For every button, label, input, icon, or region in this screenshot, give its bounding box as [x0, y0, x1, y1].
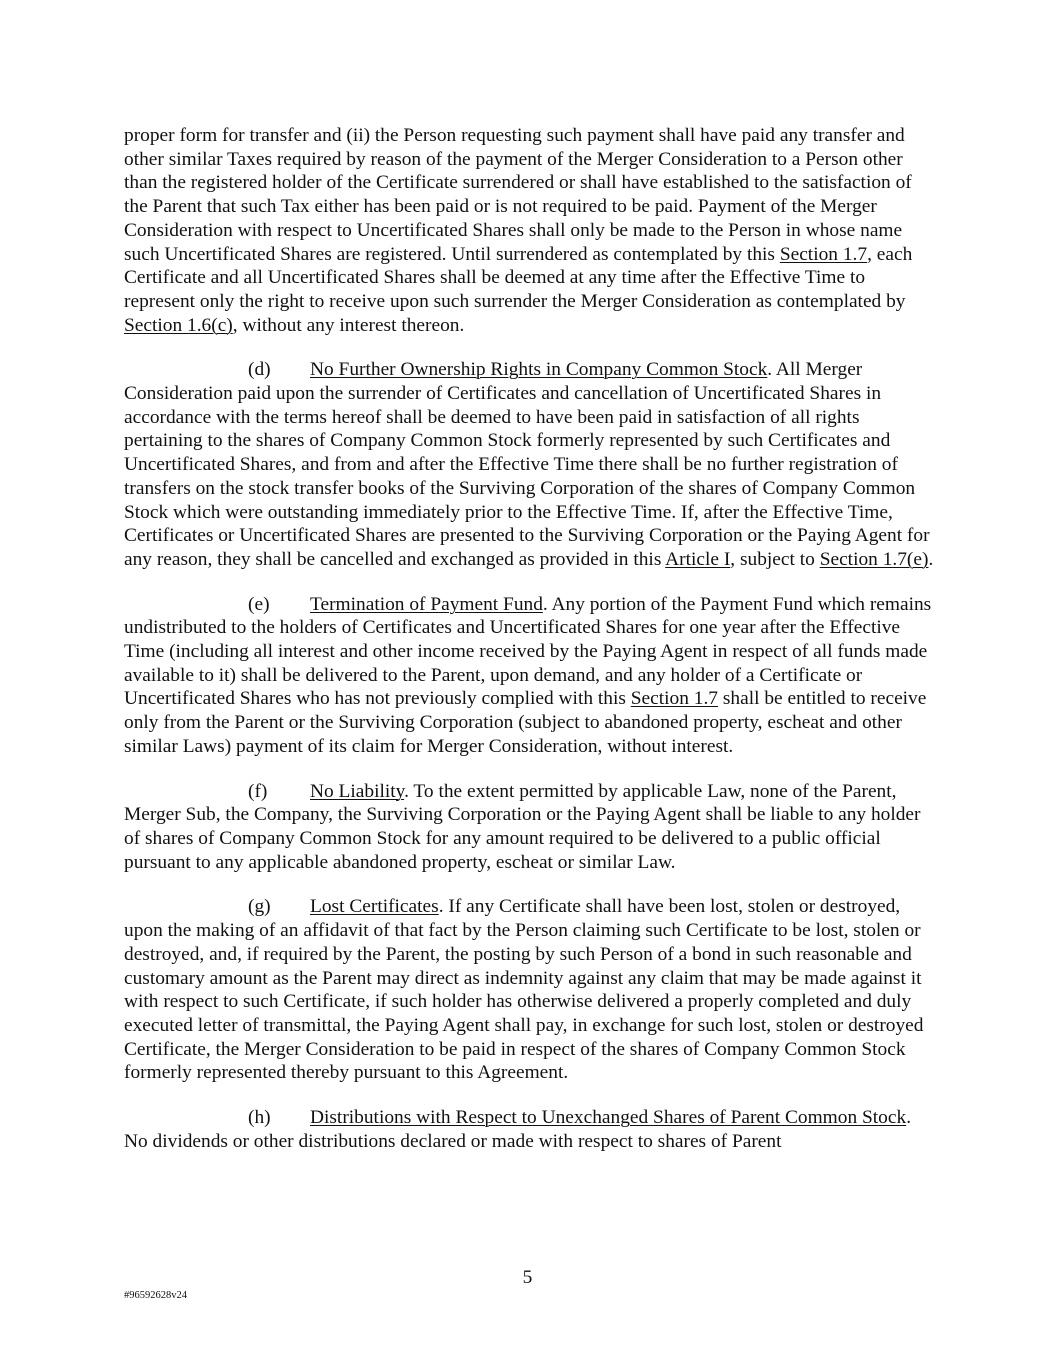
cross-reference: Section 1.7: [630, 688, 718, 710]
section-heading: No Liability: [310, 780, 405, 802]
paragraph-text: , each Certificate and all Uncertificated Shares shall be deemed at any time after the Effective Time to represent only the right to receive upon such surrender the Merger Consideration as contemplated by: [124, 243, 913, 312]
section-d: [124, 358, 934, 571]
cross-reference: Section 1.6(c): [124, 314, 233, 336]
section-heading: Termination of Payment Fund: [310, 593, 543, 615]
document-id: #96592628v24: [124, 1290, 187, 1301]
cross-reference: Section 1.7: [779, 243, 868, 265]
section-label: (h): [248, 1107, 271, 1129]
section-heading: No Further Ownership Rights in Company Common Stock: [310, 359, 768, 381]
section-heading: Lost Certificates: [310, 896, 439, 918]
cross-reference: Article I: [665, 548, 731, 570]
paragraph-text: proper form for transfer and (ii) the Person requesting such payment shall have paid any transfer and other similar Taxes required by reason of the payment of the Merger Consideration to a Person other than the registered holder of the Certificate surrendered or shall have established to the satisfaction of the Parent that such Tax either has been paid or is not required to be paid. Payment of the Merger Consideration with respect to Uncertificated Shares shall only be made to the Person in whose name such Uncertificated Shares are registered. Until surrendered as contemplated by this: [124, 125, 912, 265]
paragraph-text: , without any interest thereon.: [232, 314, 465, 336]
section-f: [124, 780, 934, 875]
paragraph-text: , subject to: [730, 548, 820, 570]
paragraph-text: . To the extent permitted by applicable Law, none of the Parent, Merger Sub, the Company, the Surviving Corporation or the Paying Agent shall be liable to any holder of shares of Company Common Stock for any amount required to be delivered to a public official pursuant to any applicable abandoned property, escheat or similar Law.: [124, 780, 921, 873]
paragraph-text: . If any Certificate shall have been lost, stolen or destroyed, upon the making of an affidavit of that fact by the Person claiming such Certificate to be lost, stolen or destroyed, and, if required by the Parent, the posting by such Person of a bond in such reasonable and customary amount as the Parent may direct as indemnity against any claim that may be made against it with respect to such Certificate, if such holder has otherwise delivered a properly completed and duly executed letter of transmittal, the Paying Agent shall pay, in exchange for such lost, stolen or destroyed Certificate, the Merger Consideration to be paid in respect of the shares of Company Common Stock formerly represented thereby pursuant to this Agreement.: [124, 896, 924, 1084]
page-number: 5: [522, 1267, 533, 1288]
section-label: (f): [248, 780, 268, 802]
continuation-paragraph: [124, 124, 934, 337]
section-g: [124, 895, 934, 1085]
section-label: (e): [248, 593, 270, 615]
paragraph-text: .: [928, 548, 934, 570]
section-e: [124, 593, 934, 759]
section-label: (g): [248, 896, 271, 918]
section-heading: Distributions with Respect to Unexchanged Shares of Parent Common Stock: [310, 1107, 907, 1129]
paragraph-text: . No dividends or other distributions declared or made with respect to shares of Parent: [124, 1107, 912, 1152]
section-label: (d): [248, 359, 271, 381]
section-h: [124, 1106, 934, 1153]
document-body: [124, 124, 934, 1174]
paragraph-text: . All Merger Consideration paid upon the surrender of Certificates and cancellation of Uncertificated Shares in accordance with the terms hereof shall be deemed to have been paid in satisfaction of all rights pertaining to the shares of Company Common Stock formerly represented by such Certificates and Uncertificated Shares, and from and after the Effective Time there shall be no further registration of transfers on the stock transfer books of the Surviving Corporation of the shares of Company Common Stock which were outstanding immediately prior to the Effective Time. If, after the Effective Time, Certificates or Uncertificated Shares are presented to the Surviving Corporation or the Paying Agent for any reason, they shall be cancelled and exchanged as provided in this: [124, 359, 930, 570]
cross-reference: Section 1.7(e): [819, 548, 929, 570]
paragraph-text: shall be entitled to receive only from the Parent or the Surviving Corporation (subject to abandoned property, escheat and other similar Laws) payment of its claim for Merger Consideration, without interest.: [124, 688, 927, 757]
paragraph-text: . Any portion of the Payment Fund which remains undistributed to the holders of Certificates and Uncertificated Shares for one year after the Effective Time (including all interest and other income received by the Paying Agent in respect of all funds made available to it) shall be delivered to the Parent, upon demand, and any holder of a Certificate or Uncertificated Shares who has not previously complied with this: [124, 593, 932, 710]
